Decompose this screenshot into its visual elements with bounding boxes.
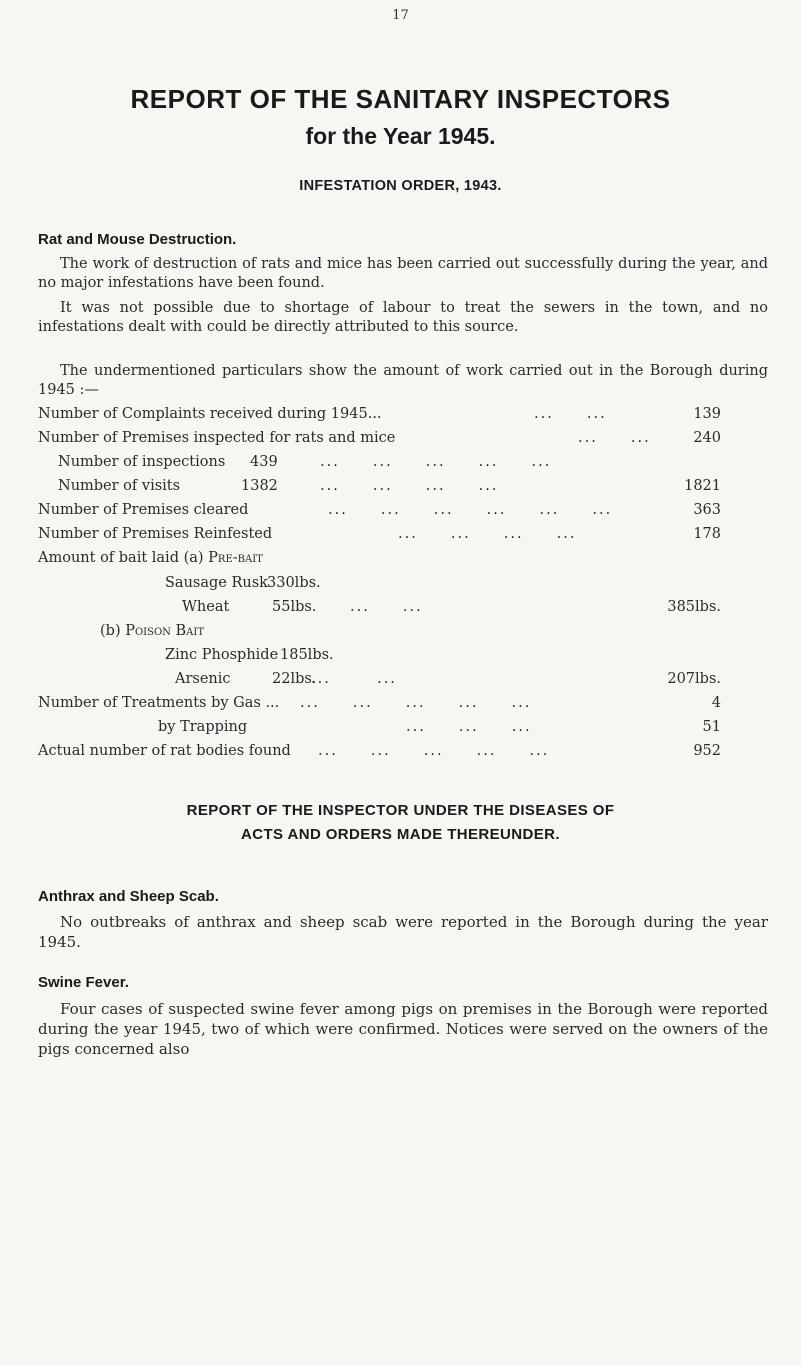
table-row-poison: (b) Poison Bait [100,623,205,639]
report2-title-line1: REPORT OF THE INSPECTOR UNDER THE DISEASES OF [186,802,615,819]
rat-para-3: The undermentioned particulars show the amount of work carried out in the Borough during 1945 :— [38,363,768,398]
table-row-inspections: Number of inspections 439 ... ... ... ... ... [58,454,552,470]
table-row-wheat: Wheat 55lbs. ... ... 385lbs. [182,599,721,615]
table-row-bait: Amount of bait laid (a) Pre-bait [38,550,263,566]
table-row-trapping: by Trapping ... ... ... 51 [158,719,721,735]
rat-mouse-heading: Rat and Mouse Destruction. [38,231,237,248]
table-row-visits: Number of visits 1382 ... ... ... ... 1821 [58,478,721,494]
main-title: REPORT OF THE SANITARY INSPECTORS [130,84,671,114]
anthrax-text: No outbreaks of anthrax and sheep scab were reported in the Borough during the year 1945. [38,913,768,951]
order-title: INFESTATION ORDER, 1943. [299,178,502,194]
table-row-zinc: Zinc Phosphide 185lbs. [165,647,334,663]
table-row-sausage: Sausage Rusk 330lbs. [165,575,321,591]
rat-para-2: It was not possible due to shortage of labour to treat the sewers in the town, and no infestations dealt with could be directly attributed to this source. [38,300,768,335]
swine-text: Four cases of suspected swine fever among pigs on premises in the Borough were reported during the year 1945, two of which were confirmed. Notices were served on the owners of the pigs concerned also [38,1000,768,1058]
table-row-arsenic: Arsenic 22lbs. ... ... 207lbs. [175,671,721,687]
page-number: 17 [392,8,409,23]
table-row-bodies: Actual number of rat bodies found ... ... ... ... ... 952 [38,743,721,759]
table-row-gas: Number of Treatments by Gas ... ... ... ... ... ... 4 [38,695,721,711]
rat-para-1: The work of destruction of rats and mice has been carried out successfully during the year, and no major infestations have been found. [38,256,768,291]
table-row-reinfested: Number of Premises Reinfested ... ... ... ... 178 [38,526,721,542]
report2-title-line2: ACTS AND ORDERS MADE THEREUNDER. [241,826,560,843]
table-row-cleared: Number of Premises cleared ... ... ... ... ... ... 363 [38,502,721,518]
table-row-complaints: Number of Complaints received during 1945... ... ... 139 [38,406,721,422]
sub-title: for the Year 1945. [305,123,496,149]
swine-heading: Swine Fever. [38,974,129,991]
anthrax-heading: Anthrax and Sheep Scab. [38,888,219,905]
table-row-premises-inspected: Number of Premises inspected for rats and mice ... ... 240 [38,430,721,446]
